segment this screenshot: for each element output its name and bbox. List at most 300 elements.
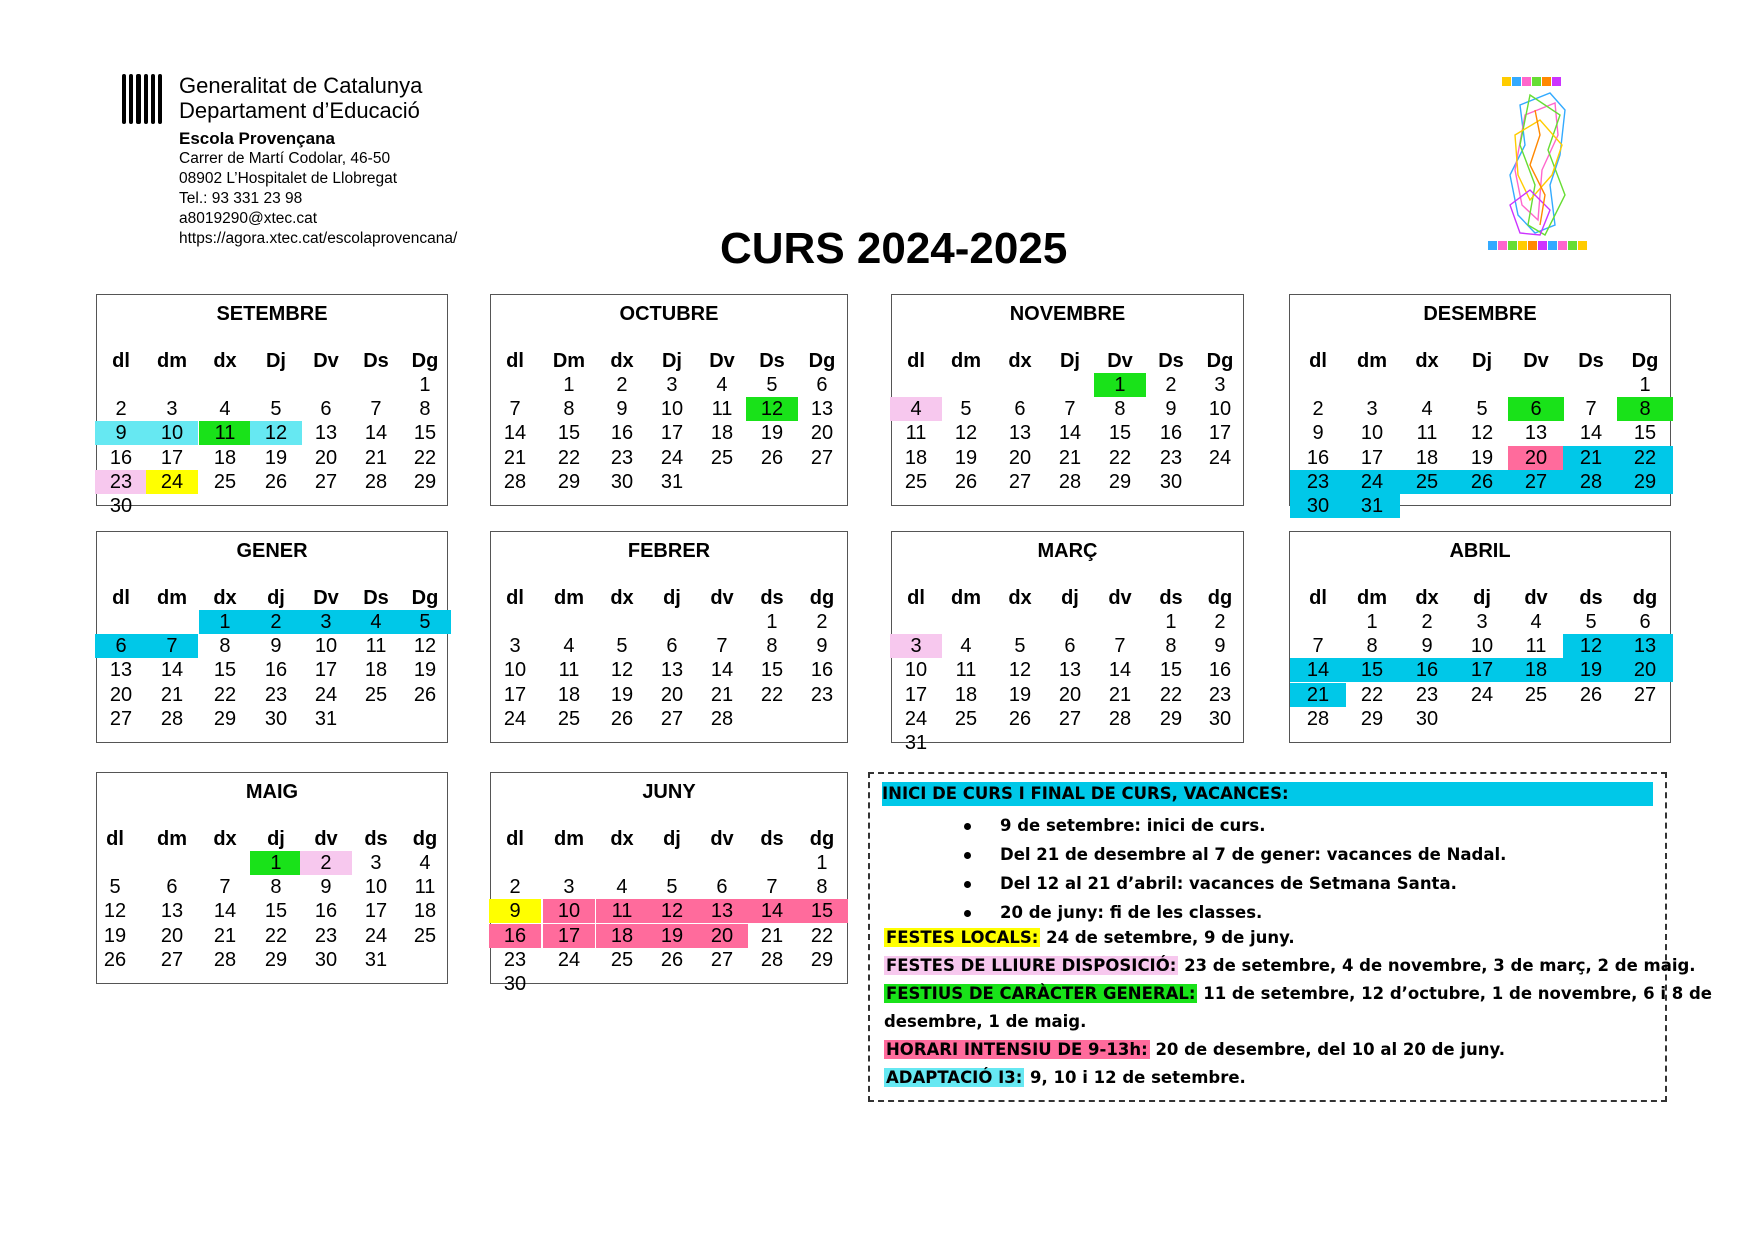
day-cell: 22 [557,446,581,469]
day-cell: 3 [1214,374,1226,396]
day-cell: 29 [213,707,237,730]
day-cell: 11 [199,421,251,445]
day-cell: 23 [810,683,834,706]
day-cell: 18 [904,446,928,469]
day-cell: 4 [960,635,972,658]
weekday-header: Dg [411,587,439,609]
day-cell: 15 [1344,658,1400,682]
day-cell: 27 [109,707,133,730]
day-cell: 5 [616,635,628,658]
day-cell: 4 [890,397,942,421]
day-cell: 4 [219,398,231,421]
day-cell: 16 [1399,658,1455,682]
day-cell: 22 [1360,683,1384,706]
weekday-header: Dg [808,350,836,372]
day-cell: 18 [557,683,581,706]
day-cell: 30 [314,948,338,971]
month-name: FEBRER [627,540,711,562]
day-cell: 22 [1108,446,1132,469]
weekday-header: Dv [1523,350,1549,372]
day-cell: 21 [760,924,784,947]
weekday-header: Ds [363,587,389,609]
day-cell: 2 [115,398,127,421]
bullet-icon [964,852,971,859]
month-calendar [891,531,1244,754]
day-cell: 7 [146,634,198,658]
day-cell: 28 [364,470,388,493]
month-calendar [490,531,848,743]
day-cell: 28 [503,470,527,493]
day-cell: 26 [103,948,127,971]
day-cell: 10 [904,659,928,682]
weekday-header: ds [1159,587,1183,609]
day-cell: 29 [557,470,581,493]
day-cell: 18 [954,683,978,706]
day-cell: 21 [1290,683,1346,707]
weekday-header: ds [760,828,784,850]
day-cell: 21 [364,446,388,469]
day-cell: 22 [810,924,834,947]
day-cell: 2 [509,876,521,899]
weekday-header: dv [1524,587,1548,609]
weekday-header: dv [710,828,734,850]
weekday-header: dl [112,350,130,372]
gov-line1: Generalitat de Catalunya [179,73,423,98]
legend-lliure [884,954,1696,978]
month-calendar [891,294,1244,506]
day-cell: 10 [660,398,684,421]
day-cell: 21 [160,683,184,706]
day-cell: 30 [503,973,527,995]
day-cell: 3 [370,852,382,874]
day-cell: 19 [264,446,288,469]
day-cell: 14 [1579,422,1603,445]
day-cell: 27 [710,948,734,971]
legend-heading [882,782,1653,806]
day-cell: 11 [596,899,648,923]
day-cell: 9 [1214,635,1226,658]
weekday-header: dl [907,587,925,609]
day-cell: 10 [314,635,338,658]
day-cell: 6 [716,876,728,899]
day-cell: 27 [810,446,834,469]
day-cell: 29 [264,948,288,971]
day-cell: 19 [646,924,698,948]
day-cell: 12 [646,899,698,923]
month-calendar [96,772,448,984]
day-cell: 5 [1014,635,1026,658]
day-cell: 11 [905,422,927,445]
weekday-header: Dg [411,350,439,372]
month-name: GENER [236,540,308,562]
day-cell: 1 [250,851,303,875]
weekday-header: dm [156,350,187,372]
weekday-header: Dv [313,350,339,372]
day-cell: 28 [710,707,734,730]
gov-line2: Departament d’Educació [179,98,420,123]
day-cell: 26 [1454,470,1510,494]
day-cell: 6 [816,374,828,396]
day-cell: 17 [160,446,184,469]
bullet-icon [964,823,971,830]
day-cell: 12 [1008,659,1032,682]
day-cell: 19 [954,446,978,469]
day-cell: 8 [270,876,282,899]
weekday-header: dl [506,587,524,609]
day-cell: 18 [213,446,237,469]
day-cell: 25 [904,470,928,493]
weekday-header: dm [553,828,584,850]
day-cell: 8 [766,635,778,658]
weekday-header: Dj [265,350,286,372]
day-cell: 8 [563,398,575,421]
bullet-text: Del 21 de desembre al 7 de gener: vacances de Nadal. [1000,845,1507,864]
month-name: SETEMBRE [216,303,328,325]
day-cell: 19 [610,683,634,706]
day-cell: 31 [660,470,684,493]
day-cell: 23 [95,470,147,494]
day-cell: 27 [314,470,338,493]
day-cell: 8 [219,635,231,658]
day-cell: 29 [1617,470,1673,494]
bullet-icon [964,881,971,888]
day-cell: 13 [660,659,684,682]
day-cell: 7 [509,398,521,421]
day-cell: 2 [1421,611,1433,633]
day-cell: 16 [109,446,133,469]
day-cell: 23 [610,446,634,469]
day-cell: 9 [95,421,147,445]
gov-header [179,73,422,123]
day-cell: 30 [1290,494,1346,518]
day-cell: 16 [314,900,338,923]
month-name: MAIG [245,781,299,803]
day-cell: 3 [666,374,678,396]
intensiu-text: 20 de desembre, del 10 al 20 de juny. [1149,1040,1506,1059]
day-cell: 3 [300,610,352,634]
day-cell: 8 [1165,635,1177,658]
bullet-text: 9 de setembre: inici de curs. [1000,816,1266,835]
day-cell: 14 [1058,422,1082,445]
weekday-header: dx [213,587,237,609]
weekday-header: dj [1061,587,1079,609]
day-cell: 19 [760,422,784,445]
adaptacio-label: ADAPTACIÓ I3: [886,1068,1023,1087]
day-cell: 2 [816,611,828,633]
month-name: JUNY [642,781,696,803]
day-cell: 10 [1208,398,1232,421]
month-name: MARÇ [1037,540,1098,562]
day-cell: 9 [270,635,282,658]
weekday-header: dg [809,587,835,609]
day-cell: 9 [1165,398,1177,421]
weekday-header: dx [1008,350,1032,372]
day-cell: 2 [1165,374,1177,396]
day-cell: 13 [1617,634,1673,658]
day-cell: 5 [960,398,972,421]
logo-bottom-letters [1488,241,1587,250]
day-cell: 29 [810,948,834,971]
day-cell: 2 [300,851,353,875]
weekday-header: dl [1309,350,1327,372]
day-cell: 6 [1014,398,1026,421]
day-cell: 10 [364,876,388,899]
day-cell: 3 [1476,611,1488,633]
day-cell: 15 [413,422,437,445]
day-cell: 7 [370,398,382,421]
day-cell: 27 [1008,470,1032,493]
bullet-icon [964,910,971,917]
day-cell: 27 [660,707,684,730]
day-cell: 21 [1563,446,1619,470]
adaptacio-text: 9, 10 i 12 de setembre. [1024,1068,1246,1087]
day-cell: 29 [1360,707,1384,730]
weekday-header: Dj [661,350,682,372]
day-cell: 9 [1312,422,1324,445]
day-cell: 24 [904,707,928,730]
day-cell: 30 [264,707,288,730]
day-cell: 9 [320,876,332,899]
weekday-header: dx [1008,587,1032,609]
weekday-header: dx [1415,350,1439,372]
day-cell: 22 [1617,446,1673,470]
day-cell: 4 [1530,611,1542,633]
month-calendar [96,531,448,743]
day-cell: 13 [160,900,184,923]
day-cell: 25 [710,446,734,469]
day-cell: 17 [314,659,338,682]
day-cell: 30 [1159,470,1183,493]
weekday-header: Dv [313,587,339,609]
day-cell: 22 [760,683,784,706]
legend-festius-cont [884,1010,1655,1034]
day-cell: 16 [1159,422,1183,445]
day-cell: 11 [414,876,436,899]
day-cell: 5 [399,610,451,634]
day-cell: 1 [199,610,251,634]
day-cell: 21 [1108,683,1132,706]
day-cell: 23 [1415,683,1439,706]
day-cell: 24 [1344,470,1400,494]
day-cell: 8 [1114,398,1126,421]
day-cell: 15 [1159,659,1183,682]
day-cell: 10 [146,421,198,445]
day-cell: 7 [1585,398,1597,421]
weekday-header: dj [267,828,285,850]
day-cell: 10 [543,899,595,923]
day-cell: 18 [364,659,388,682]
day-cell: 7 [716,635,728,658]
day-cell: 25 [954,707,978,730]
day-cell: 7 [1064,398,1076,421]
day-cell: 29 [1108,470,1132,493]
day-cell: 25 [1524,683,1548,706]
day-cell: 14 [1108,659,1132,682]
day-cell: 20 [1058,683,1082,706]
weekday-header: Ds [759,350,785,372]
month-name: NOVEMBRE [1009,303,1126,325]
legend-adaptacio [884,1066,1655,1090]
day-cell: 29 [413,470,437,493]
day-cell: 31 [314,707,338,730]
day-cell: 24 [1208,446,1232,469]
day-cell: 26 [660,948,684,971]
day-cell: 11 [1525,635,1547,658]
weekday-header: dj [1473,587,1491,609]
bullet-text: 20 de juny: fi de les classes. [1000,903,1263,922]
day-cell: 12 [954,422,978,445]
day-cell: 12 [413,635,437,658]
weekday-header: dm [553,587,584,609]
day-cell: 15 [213,659,237,682]
day-cell: 25 [610,948,634,971]
weekday-header: dj [267,587,285,609]
day-cell: 3 [166,398,178,421]
day-cell: 5 [1585,611,1597,633]
day-cell: 5 [109,876,121,899]
day-cell: 14 [746,899,798,923]
weekday-header: dl [506,350,524,372]
day-cell: 1 [816,852,828,874]
weekday-header: dl [1309,587,1327,609]
day-cell: 5 [270,398,282,421]
day-cell: 14 [213,900,237,923]
school-email[interactable]: a8019290@xtec.cat [179,210,318,227]
day-cell: 30 [1415,707,1439,730]
day-cell: 13 [109,659,133,682]
day-cell: 15 [760,659,784,682]
day-cell: 24 [146,470,198,494]
legend-intensiu [884,1038,1655,1062]
day-cell: 24 [364,924,388,947]
day-cell: 24 [557,948,581,971]
weekday-header: dx [213,828,237,850]
day-cell: 3 [1366,398,1378,421]
day-cell: 16 [610,422,634,445]
day-cell: 14 [503,422,527,445]
day-cell: 28 [1306,707,1330,730]
day-cell: 11 [955,659,977,682]
bullet-text: Del 12 al 21 d’abril: vacances de Setmana Santa. [1000,874,1457,893]
day-cell: 1 [1366,611,1378,633]
day-cell: 15 [557,422,581,445]
weekday-header: dm [1357,350,1387,372]
day-cell: 20 [810,422,834,445]
festius-text: 11 de setembre, 12 d’octubre, 1 de novembre, 6 i 8 de [1197,984,1712,1003]
day-cell: 16 [489,924,541,948]
day-cell: 26 [954,470,978,493]
day-cell: 14 [1290,658,1346,682]
school-city: 08902 L’Hospitalet de Llobregat [179,170,398,187]
festes-locals-label: FESTES LOCALS: [886,928,1039,947]
day-cell: 28 [160,707,184,730]
school-web[interactable]: https://agora.xtec.cat/escolaprovencana/ [179,230,458,247]
lliure-text: 23 de setembre, 4 de novembre, 3 de març, 2 de maig. [1178,956,1696,975]
day-cell: 20 [1508,446,1564,470]
day-cell: 17 [1208,422,1232,445]
weekday-header: dl [112,587,130,609]
day-cell: 20 [660,683,684,706]
day-cell: 22 [213,683,237,706]
page-title: CURS 2024-2025 [720,224,1068,273]
day-cell: 22 [1159,683,1183,706]
day-cell: 19 [413,659,437,682]
day-cell: 12 [1470,422,1494,445]
day-cell: 30 [610,470,634,493]
legend-festius [884,982,1712,1006]
weekday-header: dx [610,587,634,609]
school-name: Escola Provençana [179,129,335,148]
day-cell: 25 [213,470,237,493]
day-cell: 13 [1058,659,1082,682]
festius-label: FESTIUS DE CARÀCTER GENERAL: [886,984,1196,1003]
weekday-header: Ds [1578,350,1604,372]
school-logo-icon [1480,75,1590,255]
day-cell: 9 [489,899,541,923]
day-cell: 18 [1508,658,1564,682]
weekday-header: dx [1415,587,1439,609]
day-cell: 17 [503,683,527,706]
day-cell: 22 [264,924,288,947]
day-cell: 28 [1563,470,1619,494]
lliure-label: FESTES DE LLIURE DISPOSICIÓ: [886,956,1177,975]
month-calendar [490,294,848,506]
day-cell: 10 [503,659,527,682]
day-cell: 19 [1563,658,1619,682]
day-cell: 17 [543,924,595,948]
day-cell: 25 [413,924,437,947]
day-cell: 9 [1421,635,1433,658]
weekday-header: ds [364,828,388,850]
day-cell: 9 [816,635,828,658]
day-cell: 8 [419,398,431,421]
month-calendar [490,772,848,995]
day-cell: 26 [610,707,634,730]
day-cell: 19 [103,924,127,947]
day-cell: 18 [710,422,734,445]
generalitat-logo-icon [122,74,162,124]
day-cell: 21 [503,446,527,469]
day-cell: 15 [264,900,288,923]
weekday-header: dg [412,828,438,850]
day-cell: 11 [1416,422,1438,445]
legend-bullet [1000,843,1506,867]
day-cell: 30 [109,495,133,517]
day-cell: 20 [160,924,184,947]
day-cell: 21 [1058,446,1082,469]
day-cell: 5 [666,876,678,899]
day-cell: 4 [1421,398,1433,421]
day-cell: 23 [1159,446,1183,469]
weekday-header: dm [950,350,981,372]
weekday-header: dv [314,828,338,850]
day-cell: 7 [1312,635,1324,658]
day-cell: 23 [264,683,288,706]
day-cell: 17 [904,683,928,706]
intensiu-label: HORARI INTENSIU DE 9-13h: [886,1040,1148,1059]
day-cell: 4 [616,876,628,899]
weekday-header: Dv [709,350,735,372]
weekday-header: dm [156,828,187,850]
weekday-header: Dg [1206,350,1234,372]
month-name: ABRIL [1449,540,1511,562]
day-cell: 28 [760,948,784,971]
day-cell: 27 [1633,683,1657,706]
day-cell: 11 [558,659,580,682]
day-cell: 27 [160,948,184,971]
festes-locals-text: 24 de setembre, 9 de juny. [1040,928,1295,947]
day-cell: 16 [1306,446,1330,469]
